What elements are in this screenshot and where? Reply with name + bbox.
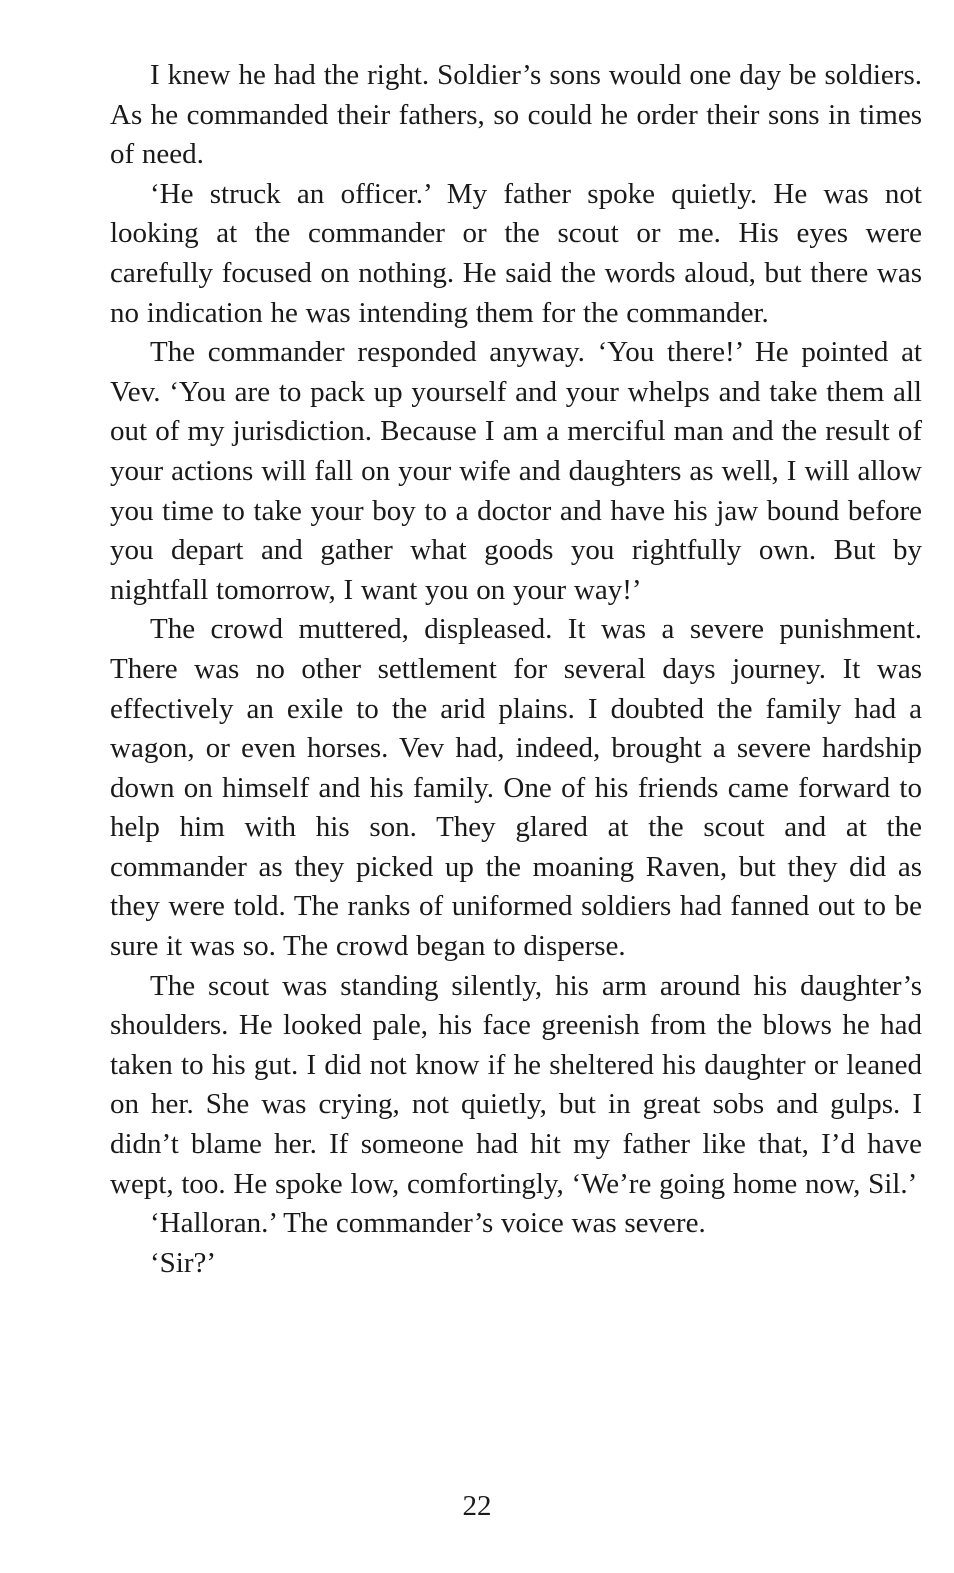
- paragraph-6: ‘Halloran.’ The commander’s voice was severe.: [150, 1207, 706, 1240]
- paragraph-5: The scout was standing silently, his arm around his daughter’s shoulders. He looked pale, his face greenish from the blows he had taken to his gut. I did not know if he sheltered his daughter or leaned on her. She was crying, not quietly, but in great sobs and gulps. I didn’t blame her. If someone had hit my father like that, I’d have wept, too. He spoke low, comfortingly, ‘We’re going home now, Sil.’: [110, 969, 922, 1200]
- paragraph-4: The crowd muttered, displeased. It was a severe punishment. There was no other settlement for several days journey. It was effectively an exile to the arid plains. I doubted the family had a wagon, or even horses. Vev had, indeed, brought a severe hardship down on himself and his family. One of his friends came forward to help him with his son. They glared at the scout and at the commander as they picked up the moaning Raven, but they did as they were told. The ranks of uniformed soldiers had fanned out to be sure it was so. The crowd began to disperse.: [110, 613, 922, 963]
- page-number: 22: [462, 1490, 492, 1522]
- paragraph-7: ‘Sir?’: [150, 1246, 217, 1279]
- paragraph-2: ‘He struck an officer.’ My father spoke quietly. He was not looking at the commander or the scout or me. His eyes were carefully focused on nothing. He said the words aloud, but there was no indication he was intending them for the commander.: [110, 177, 922, 329]
- paragraph-1: I knew he had the right. Soldier’s sons would one day be soldiers. As he commanded their fathers, so could he order their sons in times of need.: [110, 59, 922, 171]
- paragraph-3: The commander responded anyway. ‘You there!’ He pointed at Vev. ‘You are to pack up yourself and your whelps and take them all out of my jurisdiction. Because I am a merciful man and the result of your actions will fall on your wife and daughters as well, I will allow you time to take your boy to a doctor and have his jaw bound before you depart and gather what goods you rightfully own. But by nightfall tomorrow, I want you on your way!’: [110, 336, 922, 606]
- page-body: [110, 56, 922, 1283]
